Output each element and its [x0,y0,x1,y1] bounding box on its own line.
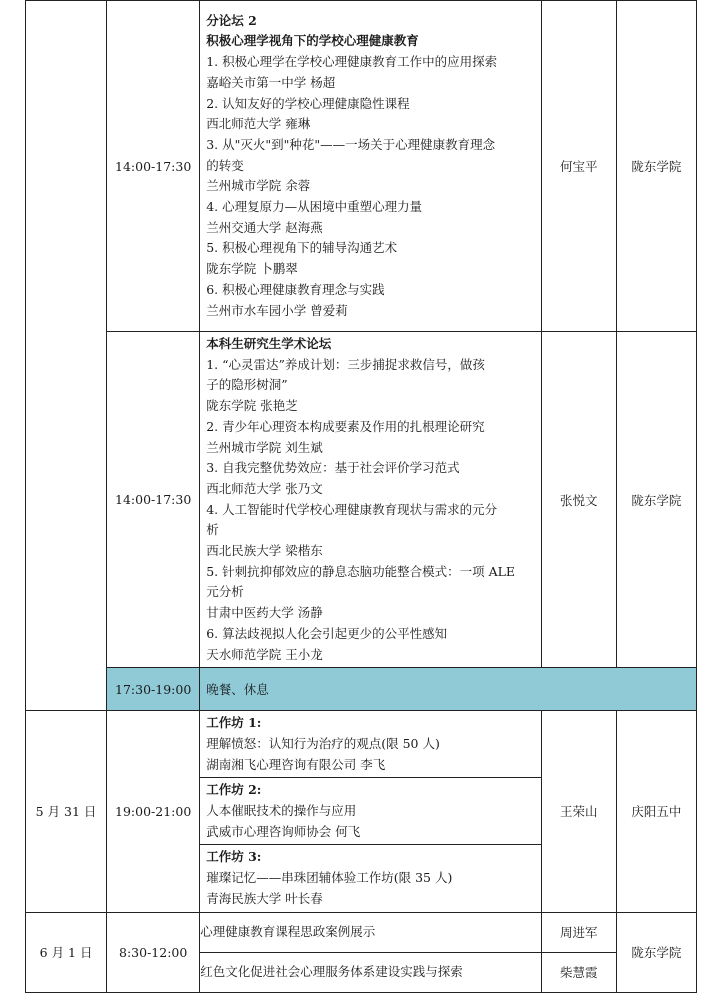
date-cell: 6 月 1 日 [26,912,107,992]
time-cell: 8:30-12:00 [107,912,200,992]
date-cell: 5 月 31 日 [26,711,107,912]
forum2-row [26,1,697,332]
host-cell: 周进军 [541,912,616,952]
talk-speaker: 兰州城市学院 余蓉 [206,178,311,194]
talk-title: 4. 人工智能时代学校心理健康教育现状与需求的元分 [206,501,498,517]
workshop-block [200,845,541,911]
talk-speaker: 陇东学院 张艳芝 [206,398,298,414]
workshop-topic: 璀璨记忆——串珠团辅体验工作坊(限 35 人) [206,870,453,886]
venue-cell: 陇东学院 [616,912,696,992]
talk-title: 1. 积极心理学在学校心理健康教育工作中的应用探索 [206,54,498,70]
june1-row-a [26,912,697,952]
talk-title: 2. 认知友好的学校心理健康隐性课程 [206,95,410,111]
talk-title-cont: 子的隐形树洞” [206,377,288,393]
talk-speaker: 西北师范大学 雍琳 [206,116,311,132]
time-cell: 14:00-17:30 [107,332,200,668]
talk-speaker: 陇东学院 卜鹏翠 [206,261,298,277]
host-cell: 王荣山 [541,711,616,912]
forum-title: 分论坛 2 [206,12,257,28]
talk-title: 5. 积极心理视角下的辅导沟通艺术 [206,240,398,256]
talk-title: 6. 算法歧视拟人化会引起更少的公平性感知 [206,625,448,641]
may31-row [26,711,697,912]
forum-title: 本科生研究生学术论坛 [206,336,332,351]
time-cell: 17:30-19:00 [107,668,200,711]
talk-title: 1. “心灵雷达”养成计划：三步捕捉求救信号，做孩 [206,356,485,372]
talk-speaker: 嘉峪关市第一中学 杨超 [206,74,336,90]
talk-speaker: 天水师范学院 王小龙 [206,646,323,662]
talk-speaker: 西北民族大学 梁楷东 [206,543,323,559]
workshop-block [200,778,541,845]
forum2-content [200,1,542,332]
talk-speaker: 兰州城市学院 刘生斌 [206,439,323,455]
workshop-speaker: 武威市心理咨询师协会 何飞 [206,823,361,839]
talk-speaker: 西北师范大学 张乃文 [206,480,323,496]
talk-title: 4. 心理复原力—从困境中重塑心理力量 [206,199,423,215]
host-cell: 张悦文 [541,332,616,668]
dinner-row [26,668,697,711]
forum-subtitle: 积极心理学视角下的学校心理健康教育 [206,33,419,49]
talk-title-cont: 元分析 [206,584,244,600]
student-forum-row [26,332,697,668]
talk-speaker: 兰州市水车园小学 曾爱莉 [206,302,348,318]
workshop-topic: 人本催眠技术的操作与应用 [206,803,357,819]
time-cell: 19:00-21:00 [107,711,200,912]
time-cell: 14:00-17:30 [107,1,200,332]
talk-title: 6. 积极心理健康教育理念与实践 [206,281,385,297]
workshop-topic: 理解愤怒：认知行为治疗的观点(限 50 人) [206,735,440,751]
talk-title: 5. 针刺抗抑郁效应的静息态脑功能整合模式：一项 ALE [206,563,516,579]
host-cell: 柴慧霞 [541,952,616,992]
talk-title-cont: 析 [206,522,219,538]
workshop-block [200,711,541,778]
talk-title: 3. 自我完整优势效应：基于社会评价学习范式 [206,460,460,476]
workshop-speaker: 青海民族大学 叶长春 [206,890,323,906]
workshop-title: 工作坊 3: [206,849,262,865]
host-cell: 何宝平 [541,1,616,332]
dinner-label: 晚餐、休息 [200,668,697,711]
talk-title: 2. 青少年心理资本构成要素及作用的扎根理论研究 [206,418,485,434]
student-forum-content [200,332,542,668]
workshop-title: 工作坊 2: [206,782,262,798]
talk-title: 3. 从"灭火"到"种花"——一场关于心理健康教育理念 [206,136,496,152]
workshops-content [200,711,542,912]
venue-cell: 庆阳五中 [616,711,696,912]
talk-speaker: 甘肃中医药大学 汤静 [206,605,323,621]
talk-speaker: 兰州交通大学 赵海燕 [206,219,323,235]
session-topic: 心理健康教育课程思政案例展示 [200,912,542,952]
workshop-title: 工作坊 1: [206,715,262,731]
workshop-speaker: 湖南湘飞心理咨询有限公司 李飞 [206,756,386,772]
venue-cell: 陇东学院 [616,332,696,668]
session-topic: 红色文化促进社会心理服务体系建设实践与探索 [200,952,542,992]
schedule-table [25,0,697,993]
talk-title-cont: 的转变 [206,157,244,173]
date-cell-continued [26,1,107,711]
venue-cell: 陇东学院 [616,1,696,332]
